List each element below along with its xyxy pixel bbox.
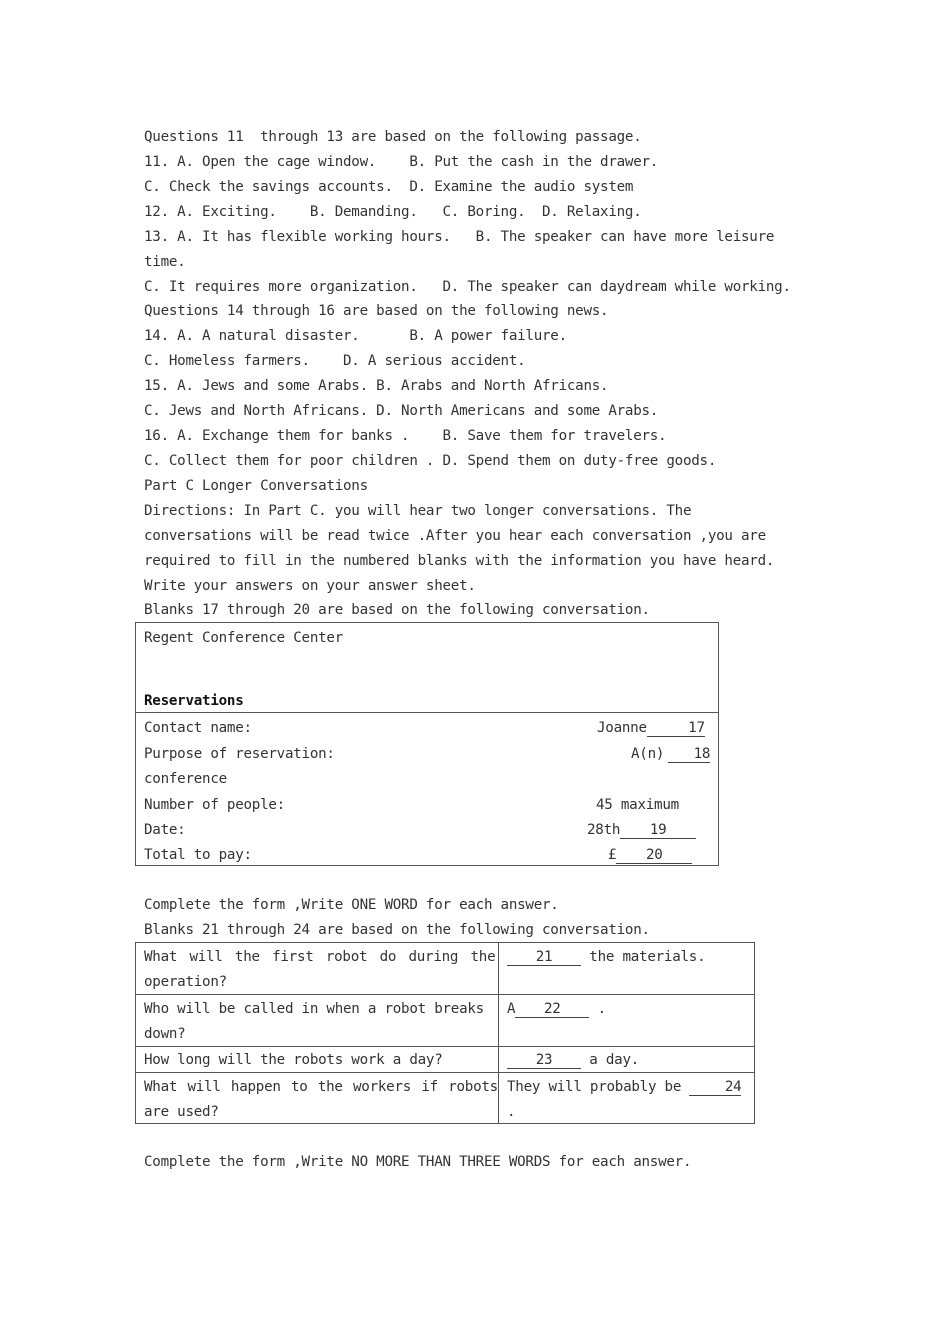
question-row-3: How long will the robots work a day?: [144, 1052, 443, 1068]
blank-21[interactable]: 21: [507, 949, 581, 966]
pound-sign: £: [608, 847, 617, 863]
blank-18[interactable]: 18: [668, 746, 710, 763]
date-prefix: 28th: [587, 822, 621, 838]
answer-row-2-text: .: [589, 1001, 606, 1017]
answer-row-4-period: .: [507, 1104, 516, 1120]
question-row-2-line-2: down?: [144, 1026, 186, 1042]
question-row-1-line-2: operation?: [144, 974, 227, 990]
answer-row-4-prefix: They will probably be: [507, 1079, 690, 1095]
question-11-line-1: 11. A. Open the cage window. B. Put the cash in the drawer.: [144, 154, 659, 170]
section-intro-14-16: Questions 14 through 16 are based on the following news.: [144, 303, 609, 319]
question-15-line-1: 15. A. Jews and some Arabs. B. Arabs and North Africans.: [144, 378, 609, 394]
answer-row-1: [507, 947, 705, 967]
part-c-heading: Part C Longer Conversations: [144, 478, 368, 494]
directions-line-3: required to fill in the numbered blanks with the information you have heard.: [144, 553, 775, 569]
date-label: Date:: [144, 822, 186, 838]
question-13-line-2: time.: [144, 254, 186, 270]
total-label: Total to pay:: [144, 847, 252, 863]
answer-row-2-prefix: A: [507, 1001, 516, 1017]
date-value: [587, 820, 696, 840]
question-11-line-2: C. Check the savings accounts. D. Examine the audio system: [144, 179, 634, 195]
answer-row-3-text: a day.: [581, 1052, 640, 1068]
form-subtitle: Reservations: [144, 693, 244, 709]
directions-line-4: Write your answers on your answer sheet.: [144, 578, 476, 594]
people-label: Number of people:: [144, 797, 285, 813]
contact-name-value: [597, 718, 705, 738]
question-row-4-line-2: are used?: [144, 1104, 219, 1120]
question-13-line-3: C. It requires more organization. D. The speaker can daydream while working.: [144, 279, 791, 295]
robot-form-table: [135, 942, 755, 1124]
contact-name-prefix: Joanne: [597, 720, 647, 736]
section-intro-11-13: Questions 11 through 13 are based on the following passage.: [144, 129, 642, 145]
form-title: Regent Conference Center: [144, 630, 343, 646]
blank-17[interactable]: 17: [647, 720, 705, 737]
question-row-1-line-1: What will the first robot do during the: [144, 949, 496, 965]
blank-20[interactable]: 20: [616, 847, 692, 864]
answer-row-1-text: the materials.: [581, 949, 706, 965]
intro-blanks-17-20: Blanks 17 through 20 are based on the following conversation.: [144, 602, 650, 618]
question-14-line-2: C. Homeless farmers. D. A serious accident.: [144, 353, 526, 369]
question-12: 12. A. Exciting. B. Demanding. C. Boring. D. Relaxing.: [144, 204, 642, 220]
blank-23[interactable]: 23: [507, 1052, 581, 1069]
total-value: [608, 845, 692, 865]
purpose-prefix: A(n): [631, 746, 665, 762]
row-divider-1: [136, 994, 754, 995]
question-16-line-1: 16. A. Exchange them for banks . B. Save them for travelers.: [144, 428, 667, 444]
answer-row-3: [507, 1050, 639, 1070]
question-14-line-1: 14. A. A natural disaster. B. A power failure.: [144, 328, 567, 344]
question-row-2-line-1: Who will be called in when a robot breaks: [144, 1001, 484, 1017]
question-row-4-line-1: What will happen to the workers if robots: [144, 1079, 498, 1095]
instruction-three-words: Complete the form ,Write NO MORE THAN THREE WORDS for each answer.: [144, 1154, 692, 1170]
purpose-label: Purpose of reservation:: [144, 746, 335, 762]
form-divider: [136, 712, 718, 713]
reservation-form: [135, 622, 719, 866]
question-13-line-1: 13. A. It has flexible working hours. B. The speaker can have more leisure: [144, 229, 775, 245]
intro-blanks-21-24: Blanks 21 through 24 are based on the following conversation.: [144, 922, 650, 938]
answer-row-2: [507, 999, 606, 1019]
row-divider-2: [136, 1046, 754, 1047]
directions-line-2: conversations will be read twice .After you hear each conversation ,you are: [144, 528, 766, 544]
contact-name-label: Contact name:: [144, 720, 252, 736]
people-value: 45 maximum: [596, 797, 679, 813]
answer-row-4: [507, 1077, 741, 1097]
directions-line-1: Directions: In Part C. you will hear two longer conversations. The: [144, 503, 692, 519]
blank-24[interactable]: 24: [689, 1079, 741, 1096]
purpose-label-cont: conference: [144, 771, 227, 787]
row-divider-3: [136, 1072, 754, 1073]
blank-22[interactable]: 22: [515, 1001, 589, 1018]
blank-19[interactable]: 19: [620, 822, 696, 839]
question-16-line-2: C. Collect them for poor children . D. Spend them on duty-free goods.: [144, 453, 717, 469]
purpose-value: [631, 744, 710, 764]
question-15-line-2: C. Jews and North Africans. D. North Americans and some Arabs.: [144, 403, 659, 419]
instruction-one-word: Complete the form ,Write ONE WORD for each answer.: [144, 897, 559, 913]
column-divider: [498, 943, 499, 1123]
